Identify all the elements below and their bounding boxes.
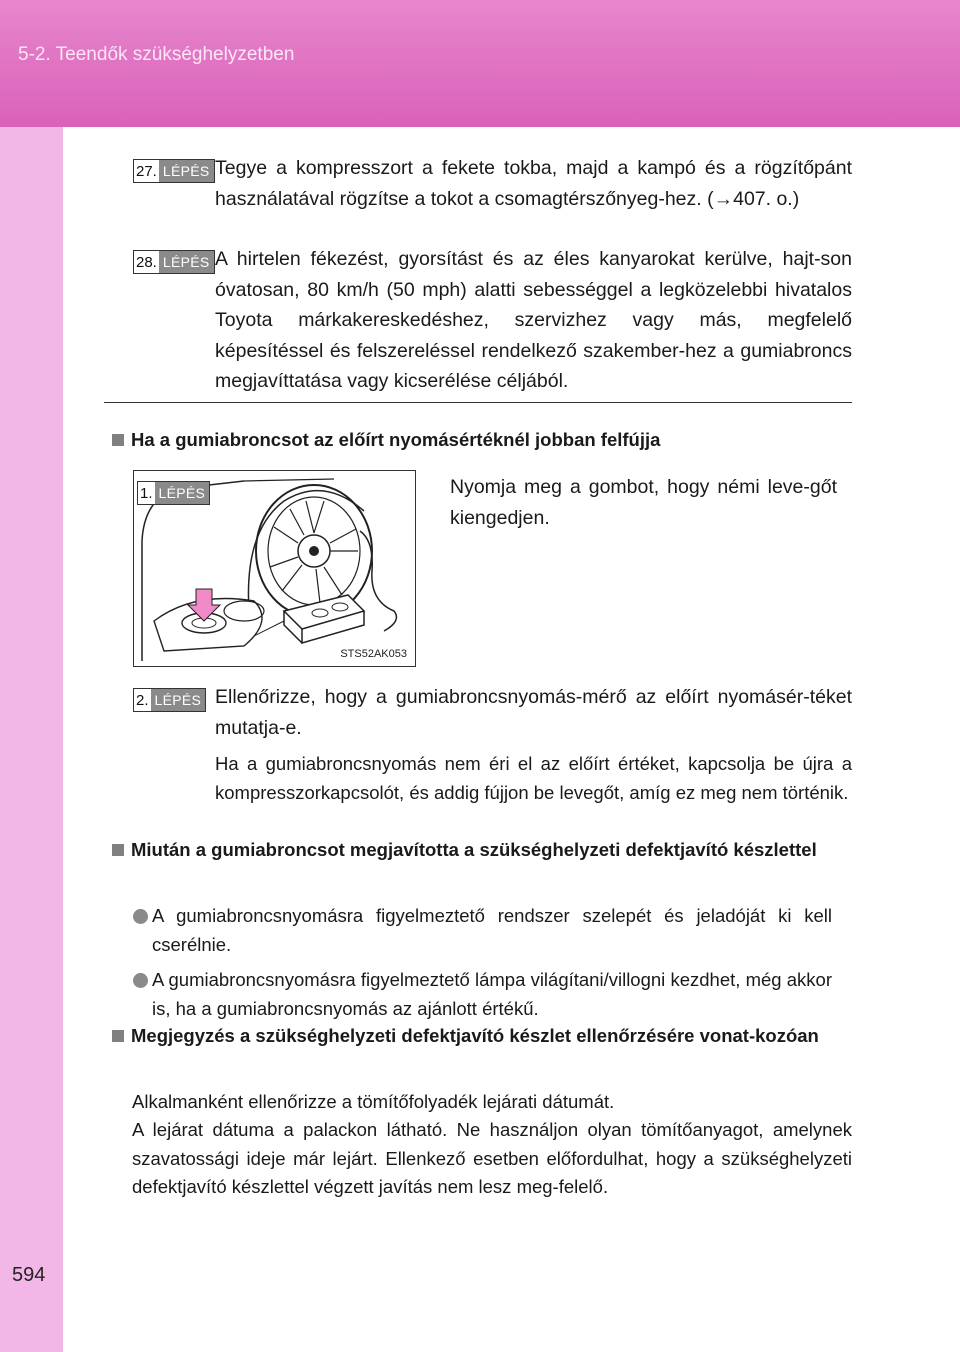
step-label: LÉPÉS [155, 482, 210, 504]
step-label: LÉPÉS [159, 160, 214, 182]
step-number: 1. [138, 482, 155, 504]
step-2-note: Ha a gumiabroncsnyomás nem éri el az előírt értéket, kapcsolja be újra a kompresszorkapcsolót, és addig fújjon be levegőt, amíg ez meg nem történik. [215, 753, 852, 803]
bullet-item: A gumiabroncsnyomásra figyelmeztető rendszer szelepét és jeladóját ki kell cserélnie. [152, 905, 832, 955]
section-heading-overinflated [112, 425, 852, 455]
round-bullet-icon [133, 909, 148, 924]
figure-code: STS52AK053 [340, 648, 407, 660]
page-header [0, 0, 960, 127]
section-heading-kit-check [112, 1021, 852, 1051]
step-28-text: A hirtelen fékezést, gyorsítást és az éles kanyarokat kerülve, hajt-son óvatosan, 80 km/h (50 mph) alatti sebességgel a legközelebbi hivatalos Toyota márkakereskedéshez, szervizhez vagy más, megfelelő képesítéssel és felszereléssel rendelkező szakember-hez a gumiabroncs megjavíttatása vagy kicserélése céljából. [215, 248, 852, 392]
step-number: 27. [134, 160, 159, 182]
step-badge-2 [133, 688, 206, 712]
step-label: LÉPÉS [151, 689, 206, 711]
square-bullet-icon [112, 1030, 124, 1042]
step-number: 2. [134, 689, 151, 711]
section-heading-after-repair [112, 835, 852, 865]
heading-text: Ha a gumiabroncsot az előírt nyomásértéknél jobban felfújja [131, 429, 661, 450]
heading-text: Megjegyzés a szükséghelyzeti defektjavító készlet ellenőrzésére vonat-kozóan [131, 1025, 819, 1046]
bullet-item: A gumiabroncsnyomásra figyelmeztető lámpa világítani/villogni kezdhet, még akkor is, ha a gumiabroncsnyomás az ajánlott értékű. [152, 969, 832, 1019]
step-badge-1 [137, 481, 210, 505]
page-number: 594 [12, 1264, 46, 1286]
heading-text: Miután a gumiabroncsot megjavította a szükséghelyzeti defektjavító készlettel [131, 839, 817, 860]
step-label: LÉPÉS [159, 251, 214, 273]
round-bullet-icon [133, 973, 148, 988]
square-bullet-icon [112, 844, 124, 856]
left-margin-strip [0, 127, 63, 1352]
section-title: 5-2. Teendők szükséghelyzetben [18, 44, 295, 65]
illustration-tire-compressor [133, 470, 416, 667]
kit-check-body: A lejárat dátuma a palackon látható. Ne használjon olyan tömítőanyagot, amelynek szavatossági ideje már lejárt. Ellenkező esetben előfordulhat, hogy a szükséghelyzeti defektjavító készlettel végzett javítás nem lesz meg-felelő. [132, 1119, 852, 1197]
step-number: 28. [134, 251, 159, 273]
step-badge-27 [133, 159, 215, 183]
kit-check-line1: Alkalmanként ellenőrizze a tömítőfolyadék lejárati dátumát. [132, 1091, 615, 1112]
step-1-text: Nyomja meg a gombot, hogy némi leve-gőt kiengedjen. [450, 476, 837, 529]
step-27-text: Tegye a kompresszort a fekete tokba, majd a kampó és a rögzítőpánt használatával rögzítse a tokot a csomagtérszőnyeg-hez. (→407. o.) [215, 157, 852, 210]
step-badge-28 [133, 250, 215, 274]
divider-line [104, 402, 852, 403]
step-2-text: Ellenőrizze, hogy a gumiabroncsnyomás-mérő az előírt nyomásér-téket mutatja-e. [215, 686, 852, 739]
square-bullet-icon [112, 434, 124, 446]
